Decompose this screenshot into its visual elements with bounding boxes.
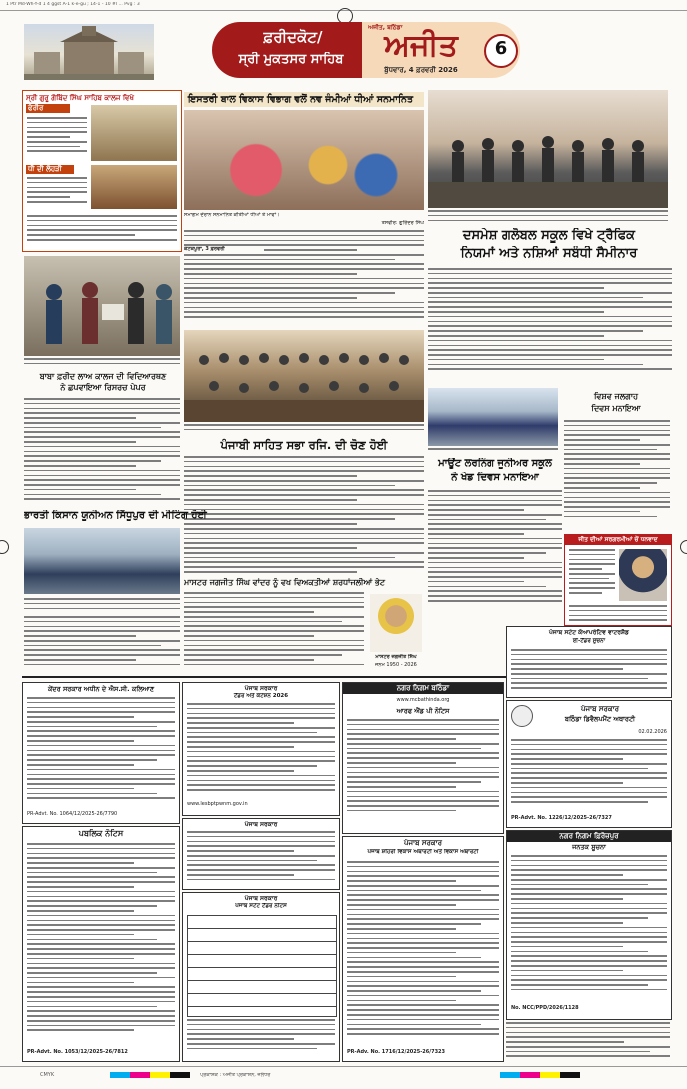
ad-puda-small-text: [187, 831, 335, 885]
headline-5: ਭਾਰਤੀ ਕਿਸਾਨ ਯੂਨੀਅਨ ਸਿੱਧੂਪੁਰ ਦੀ ਮੀਟਿੰਗ ਹੋਈ: [24, 510, 207, 521]
teaser-photo2: [91, 165, 177, 209]
ad-nagar-nigam-firozpur: [506, 830, 672, 1020]
headline-7: ਮਾਸਟਰ ਜਗਜੀਤ ਸਿੰਘ ਵਾਂਦਰ ਨੂੰ ਵਖ ਵਿਅਕਤੀਆਂ ਸ਼ਰਧਾਂਜਲੀਆਂ ਭੇਟ: [184, 578, 386, 587]
caption-bku: [24, 598, 180, 612]
footer-left: CMYK: [40, 1072, 55, 1078]
article-daughters-text: [184, 230, 424, 326]
ad-state-tender-title: ਪੰਜਾਬ ਸਰਕਾਰ: [244, 895, 278, 902]
color-bar-right: [500, 1072, 580, 1078]
ad-bda-emblem: [511, 705, 533, 727]
footer-rule: [0, 1066, 687, 1067]
ad-nn-firozpur-sub: ਜਨਤਕ ਸੂਚਨਾ: [572, 843, 606, 851]
article-research-text: [24, 398, 180, 508]
ad-cooperative: [506, 626, 672, 698]
obit-portrait: [370, 594, 422, 652]
ad-tender-web: www.lesbptpwnm.gov.in: [187, 801, 248, 807]
headline-3-line1: ਬਾਬਾ ਫ਼ਰੀਦ ਲਾਅ ਕਾਲਜ ਦੀ ਵਿਦਿਆਰਥਣ: [39, 372, 167, 381]
headline-6-line2: ਨੇ ਖੇਡ ਦਿਵਸ ਮਨਾਇਆ: [451, 472, 539, 483]
ad-bda-advno: PR-Advt. No. 1226/12/2025-26/7327: [511, 815, 612, 821]
caption-school: [428, 448, 558, 456]
teaser-text1: [27, 117, 87, 157]
photo-police-event: [428, 90, 668, 208]
teaser-text3: [27, 215, 177, 247]
sub-ad-footer: [569, 605, 667, 623]
edition-banner: [212, 22, 362, 78]
ad-bda-sub: ਬਠਿੰਡਾ ਡਿਵੈਲਪਮੈਂਟ ਅਥਾਰਟੀ: [564, 715, 636, 723]
printer-imprint: [506, 1022, 670, 1062]
headline-4: ਪੰਜਾਬੀ ਸਾਹਿਤ ਸਭਾ ਰਜਿ. ਦੀ ਚੋਣ ਹੋਈ: [220, 438, 388, 452]
ad-nn-firozpur-title: ਨਗਰ ਨਿਗਮ ਫ਼ਿਰੋਜ਼ਪੁਰ: [507, 831, 671, 842]
portrait-photo: [619, 549, 667, 601]
masthead-building-photo: [24, 24, 154, 80]
ad-state-tender: [182, 892, 340, 1062]
ad-nagar-nigam-bathinda: [342, 682, 504, 834]
article-dasmesh-text: [428, 268, 672, 384]
photo-caption-1: ਸਮਾਗਮ ਦੌਰਾਨ ਸਨਮਾਨਿਤ ਕੀਤੀਆਂ ਧੀਆਂ ਤੇ ਮਾਵਾਂ।: [184, 212, 280, 218]
photo-sahit-sabha: [184, 330, 424, 422]
ad-public-notice-text: [27, 843, 175, 1043]
teaser-box: [22, 90, 182, 252]
registration-mark-right: [680, 540, 687, 554]
ad-state-tender-text: [187, 1019, 335, 1057]
sub-ad-box: [564, 534, 672, 626]
ad-sc-welfare-title: ਕੇਂਦਰ ਸਰਕਾਰ ਅਧੀਨ ਦੇ ਐਸ.ਸੀ. ਕਲਿਆਣ: [47, 685, 155, 693]
ad-puda-big: [342, 836, 504, 1062]
photo-caption-right: [428, 210, 668, 226]
ad-sc-welfare: [22, 682, 180, 824]
teaser-text2: [27, 177, 87, 209]
ad-nn-bathinda-web: www.mcbathinda.org: [396, 697, 450, 703]
caption-sahit-sabha: [184, 424, 424, 436]
ad-puda-big-title: ਪੰਜਾਬ ਸਰਕਾਰ: [403, 839, 442, 847]
ad-sc-welfare-text: [27, 697, 175, 807]
edition-name-line1: ਫ਼ਰੀਦਕੋਟ/: [263, 28, 323, 46]
ad-nn-firozpur-text: [511, 855, 667, 1001]
ad-tender: [182, 682, 340, 816]
paper-name-block: [362, 22, 480, 78]
photo-research-paper: [24, 256, 180, 356]
article-bku-text-2: [24, 616, 180, 672]
teaser-title: ਸ੍ਰੀ ਗੁਰੂ ਗੋਬਿੰਦ ਸਿੰਘ ਸਾਹਿਬ ਕਾਲਜ ਵਿਖੇ: [26, 94, 134, 102]
headline-2-line1: ਦਸਮੇਸ਼ ਗਲੋਬਲ ਸਕੂਲ ਵਿਖੇ ਟ੍ਰੈਫਿਕ: [462, 228, 636, 243]
ad-tender-text: [187, 703, 335, 797]
ad-bda-date: 02.02.2026: [638, 729, 667, 735]
ad-cooperative-title: ਪੰਜਾਬ ਸਟੇਟ ਕੋਆਪਰੇਟਿਵ ਵਾਟਰਸ਼ੈਡ: [549, 629, 629, 636]
photo-school-students: [428, 388, 558, 446]
caption-research: [24, 358, 180, 370]
ad-public-notice-title: ਪਬਲਿਕ ਨੋਟਿਸ: [78, 829, 124, 838]
ad-nn-firozpur-advno: No. NCC/PPD/2026/1128: [511, 1005, 579, 1011]
headline-3-line2: ਨੇ ਛਪਵਾਇਆ ਰਿਸਰਚ ਪੇਪਰ: [60, 383, 146, 392]
photo-credit-1: ਤਸਵੀਰ: ਗੁਰਿੰਦਰ ਸਿੰਘ: [381, 220, 424, 226]
edition-name-line2: ਸ੍ਰੀ ਮੁਕਤਸਰ ਸਾਹਿਬ: [238, 52, 344, 67]
article-obit-text: [184, 592, 364, 676]
ad-puda-small-title: ਪੰਜਾਬ ਸਰਕਾਰ: [244, 821, 278, 828]
date-line: ਬੁੱਧਵਾਰ, 4 ਫ਼ਰਵਰੀ 2026: [384, 66, 458, 74]
building-illustration: [24, 24, 154, 80]
ad-puda-small: [182, 818, 340, 890]
headline-2-line2: ਨਿਯਮਾਂ ਅਤੇ ਨਸ਼ਿਆਂ ਸਬੰਧੀ ਸੈਮੀਨਾਰ: [460, 246, 638, 261]
ad-public-notice: [22, 826, 180, 1062]
ad-public-notice-advno: PR-Advt. No. 1053/12/2025-26/7812: [27, 1049, 128, 1055]
teaser-photo1: [91, 105, 177, 161]
sub-ad-title: ਜੀਤ ਦੀਆਂ ਸਰਗਰਮੀਆਂ ਚੋਂ ਧਨਵਾਦ: [565, 535, 671, 545]
ad-puda-big-text: [347, 861, 499, 1045]
article-wetland-text: [564, 420, 670, 530]
ad-nn-bathinda-text: [347, 719, 499, 819]
top-printer-strip: 1 Ptr Md-Wh-Y-d 1 4 ggst A-1 k-e-gu ; 14-1 - 10 #l ... Pvg : 3: [6, 2, 140, 7]
teaser-tag2: ਧੀ ਦੀ ਲੋਹੜੀ: [26, 165, 74, 174]
page-number-badge: [480, 22, 520, 78]
obit-dates: ਜਨਮ 1950 - 2026: [375, 662, 417, 668]
byline-kotkapura: ਕੋਟਕਪੂਰਾ, 3 ਫ਼ਰਵਰੀ: [184, 246, 264, 253]
headline-8-line2: ਦਿਵਸ ਮਨਾਇਆ: [591, 404, 641, 413]
ad-cooperative-text: [511, 649, 667, 693]
photo-daughters-honoured: [184, 110, 424, 210]
registration-mark-left: [0, 540, 9, 554]
masthead: [24, 20, 664, 84]
article-bku-text: [184, 528, 424, 574]
headline-1: ਇਸਤਰੀ ਬਾਲ ਵਿਕਾਸ ਵਿਭਾਗ ਵਲੋਂ ਨਵ ਜੰਮੀਆਂ ਧੀਆਂ ਸਨਮਾਨਿਤ: [184, 92, 424, 107]
ad-tender-sub: ਟੈਂਡਰ ਅਤੇ ਕੋਟੇਸ਼ਨ 2026: [233, 693, 289, 699]
crowd-illustration: [428, 90, 668, 208]
ad-nn-bathinda-sub: ਆਰਫ ਐਂਡ ਪੀ ਨੋਟਿਸ: [396, 707, 450, 715]
ad-state-tender-table: [187, 915, 337, 1017]
color-bar: [110, 1072, 190, 1078]
ad-cooperative-sub: ਈ-ਟੈਂਡਰ ਸੂਚਨਾ: [572, 638, 606, 644]
ad-puda-big-advno: PR-Adv. No. 1716/12/2025-26/7323: [347, 1049, 446, 1055]
headline-8-line1: ਵਿਸ਼ਵ ਜਲਗਾਹ: [593, 392, 639, 401]
paper-logo: ਅਜੀਤ: [384, 28, 458, 63]
sub-ad-text: [569, 549, 615, 601]
page-number: 6: [494, 38, 508, 59]
group-illustration: [184, 330, 424, 422]
ad-sc-welfare-advno: PR-Advt. No. 1064/12/2025-26/7790: [27, 811, 118, 817]
ad-nn-bathinda-title: ਨਗਰ ਨਿਗਮ ਬਠਿੰਡਾ: [343, 683, 503, 694]
paper-tag: ਅਜੀਤ, ਬਠਿੰਡਾ: [368, 24, 403, 31]
teaser-tag1: ਫੇਰੀਰ: [26, 104, 70, 113]
ad-puda-big-sub: ਪੰਜਾਬ ਸ਼ਹਿਰੀ ਵਿਕਾਸ ਅਥਾਰਟੀ ਅਤੇ ਵਿਕਾਸ ਅਥਾਰਟੀ: [367, 849, 479, 855]
photo-bku-meeting: [24, 528, 180, 594]
ad-tender-title: ਪੰਜਾਬ ਸਰਕਾਰ: [244, 685, 278, 692]
footer-center: ਪ੍ਰਕਾਸ਼ਕ : ਅਜੀਤ ਪ੍ਰਕਾਸ਼ਨ, ਜਲੰਧਰ: [200, 1072, 271, 1078]
ad-bda-title: ਪੰਜਾਬ ਸਰਕਾਰ: [580, 705, 619, 713]
ad-bda-text: [511, 739, 667, 811]
obit-caption: ਮਾਸਟਰ ਜਗਜੀਤ ਸਿੰਘ: [375, 654, 417, 660]
ad-bda: [506, 700, 672, 828]
article-mount-text: [428, 490, 562, 610]
ad-state-tender-sub: ਪੰਜਾਬ ਸਟੇਟ ਟੈਂਡਰ ਨੋਟਿਸ: [235, 903, 287, 909]
people-illustration: [24, 256, 180, 356]
headline-6-line1: ਮਾਊਂਟ ਲਰਨਿੰਗ ਜੂਨੀਅਰ ਸਕੂਲ: [438, 458, 552, 469]
